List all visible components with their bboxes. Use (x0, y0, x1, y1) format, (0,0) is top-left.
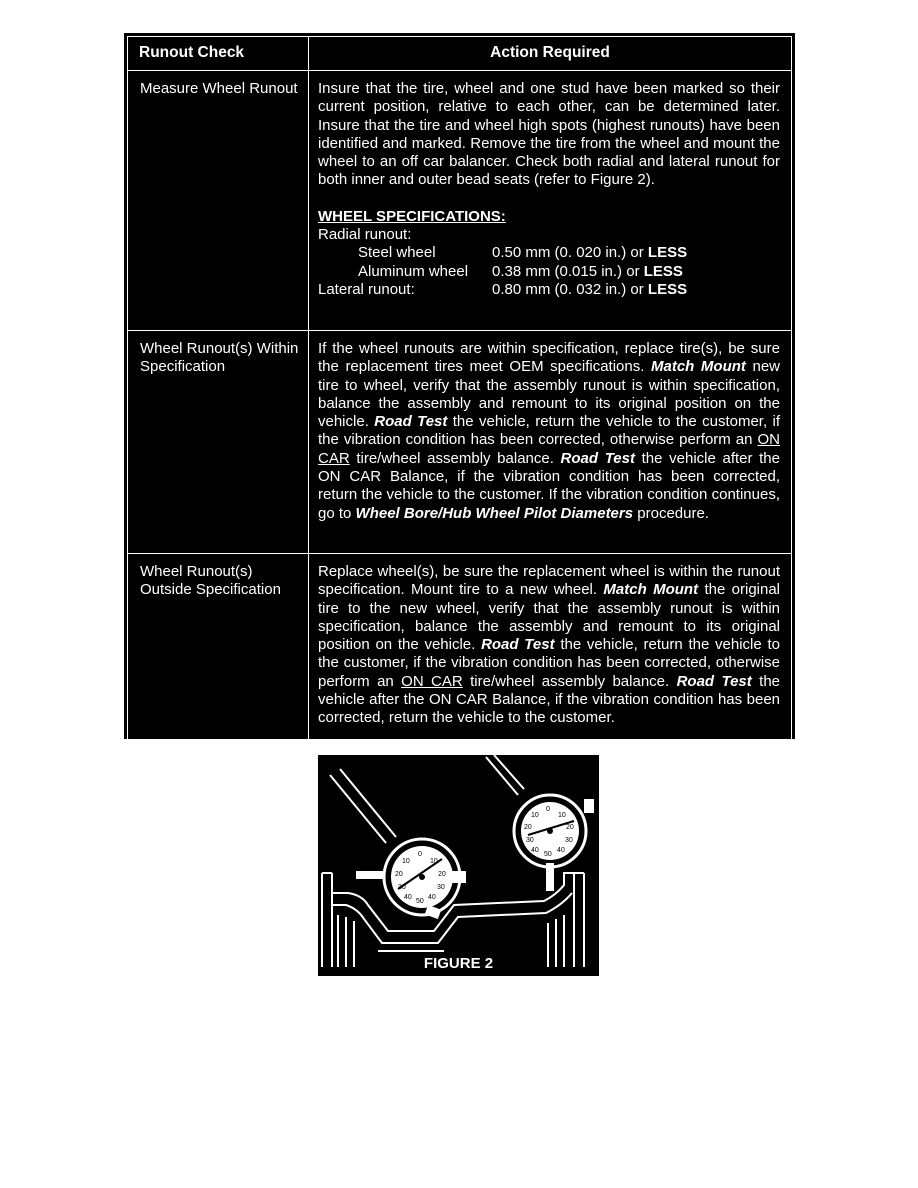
figure-2 (318, 755, 599, 976)
dial-label: 10 (430, 858, 438, 865)
action-text-segment: Replace wheel(s), be sure the replacement wheel is within the runout specification. Mount tire to a new wheel. (318, 563, 780, 599)
table-row (128, 554, 792, 757)
table-row (128, 71, 792, 331)
dial-label: 10 (558, 812, 566, 819)
action-text-segment: tire/wheel assembly balance. (462, 672, 677, 690)
row-action-text (309, 71, 792, 331)
action-text-segment: the vehicle, return the vehicle to the customer, if the vibration condition has been corrected, otherwise perform an (318, 413, 781, 449)
radial-runout-label: Radial runout: (318, 226, 412, 244)
dial-label: 50 (416, 898, 424, 905)
dial-indicator-icon (514, 795, 594, 891)
wheel-specifications-heading: WHEEL SPECIFICATIONS: (318, 207, 506, 225)
aluminum-wheel-value: 0.38 mm (0.015 in.) or (492, 262, 640, 280)
header-action-required: Action Required (309, 37, 792, 71)
figure-caption: FIGURE 2 (423, 955, 494, 972)
row-check-label: Measure Wheel Runout (128, 71, 309, 331)
action-text-segment: procedure. (633, 504, 709, 522)
dial-label: 40 (404, 894, 412, 901)
dial-label: 30 (526, 837, 534, 844)
runout-check-table (124, 33, 795, 739)
row-check-label: Wheel Runout(s) Within Specification (128, 331, 309, 554)
spec-row-steel (318, 244, 780, 262)
on-car-underlined: ON CAR (318, 431, 780, 467)
action-text-segment: new tire to wheel, verify that the assembly runout is within specification, balance the assembly and remount to its original position on the vehicle. (318, 358, 780, 431)
wheel-rim-profile-icon (318, 755, 599, 976)
dial-label: 10 (531, 812, 539, 819)
spec-row-lateral (318, 281, 780, 299)
road-test-emphasis: Road Test (481, 636, 555, 654)
dial-indicator-icon (356, 839, 466, 919)
aluminum-wheel-label: Aluminum wheel (358, 262, 469, 280)
road-test-emphasis: Road Test (676, 672, 752, 690)
dial-label: 40 (428, 894, 436, 901)
row-action-text (309, 554, 792, 757)
dial-label: 30 (398, 884, 406, 891)
action-text-segment: the original tire to the new wheel, verify that the assembly runout is within specification, balance the assembly and remount to its original position on the vehicle. (318, 581, 781, 654)
steel-wheel-label: Steel wheel (358, 244, 436, 262)
on-car-underlined: ON CAR (401, 672, 463, 690)
wheel-bore-procedure-emphasis: Wheel Bore/Hub Wheel Pilot Diameters (355, 504, 634, 522)
steel-wheel-value: 0.50 mm (0. 020 in.) or (492, 244, 644, 262)
less-label: LESS (647, 244, 688, 262)
runout-table (127, 36, 792, 757)
action-text-segment: the vehicle, return the vehicle to the customer, if the vibration condition has been corrected, otherwise perform an (318, 636, 780, 690)
dial-label: 0 (418, 851, 422, 858)
lateral-runout-value: 0.80 mm (0. 032 in.) or (492, 280, 644, 298)
lateral-runout-label: Lateral runout: (318, 280, 415, 298)
match-mount-emphasis: Match Mount (603, 581, 699, 599)
dial-label: 50 (544, 851, 552, 858)
dial-label: 30 (565, 837, 573, 844)
dial-label: 30 (437, 884, 445, 891)
dial-label: 40 (557, 847, 565, 854)
action-text-segment: tire/wheel assembly balance. (349, 449, 561, 467)
dial-label: 20 (524, 824, 532, 831)
row-action-text (309, 331, 792, 554)
match-mount-emphasis: Match Mount (650, 358, 746, 376)
action-text-segment: If the wheel runouts are within specification, replace tire(s), be sure the replacement tires meet OEM specifications. (318, 340, 780, 376)
dial-label: 20 (566, 824, 574, 831)
dial-label: 10 (402, 858, 410, 865)
less-label: LESS (643, 262, 683, 280)
dial-label: 20 (438, 871, 446, 878)
dial-label: 40 (531, 847, 539, 854)
table-row (128, 331, 792, 554)
action-text-segment: the vehicle after the ON CAR Balance, if the vibration condition has been corrected, return the vehicle to the customer. If the vibration condition continues, go to (318, 449, 780, 522)
header-runout-check: Runout Check (128, 37, 309, 71)
action-text-segment: the vehicle after the ON CAR Balance, if the vibration condition has been corrected, return the vehicle to the customer. (318, 672, 781, 727)
spec-row-aluminum (318, 263, 780, 281)
road-test-emphasis: Road Test (560, 449, 635, 467)
dial-label: 20 (395, 871, 403, 878)
action-paragraph: Insure that the tire, wheel and one stud have been marked so their current position, relative to each other, can be determined later. Insure that the tire and wheel high spots (highest runouts) have been identified and marked. Remove the tire from the wheel and mount the wheel to an off car balancer. Check both radial and lateral runout for both inner and outer bead seats (refer to Figure 2). (318, 80, 780, 189)
dial-label: 0 (546, 806, 550, 813)
row-check-label: Wheel Runout(s) Outside Specification (128, 554, 309, 757)
road-test-emphasis: Road Test (374, 413, 448, 431)
table-header-row (128, 37, 792, 71)
less-label: LESS (647, 280, 688, 298)
